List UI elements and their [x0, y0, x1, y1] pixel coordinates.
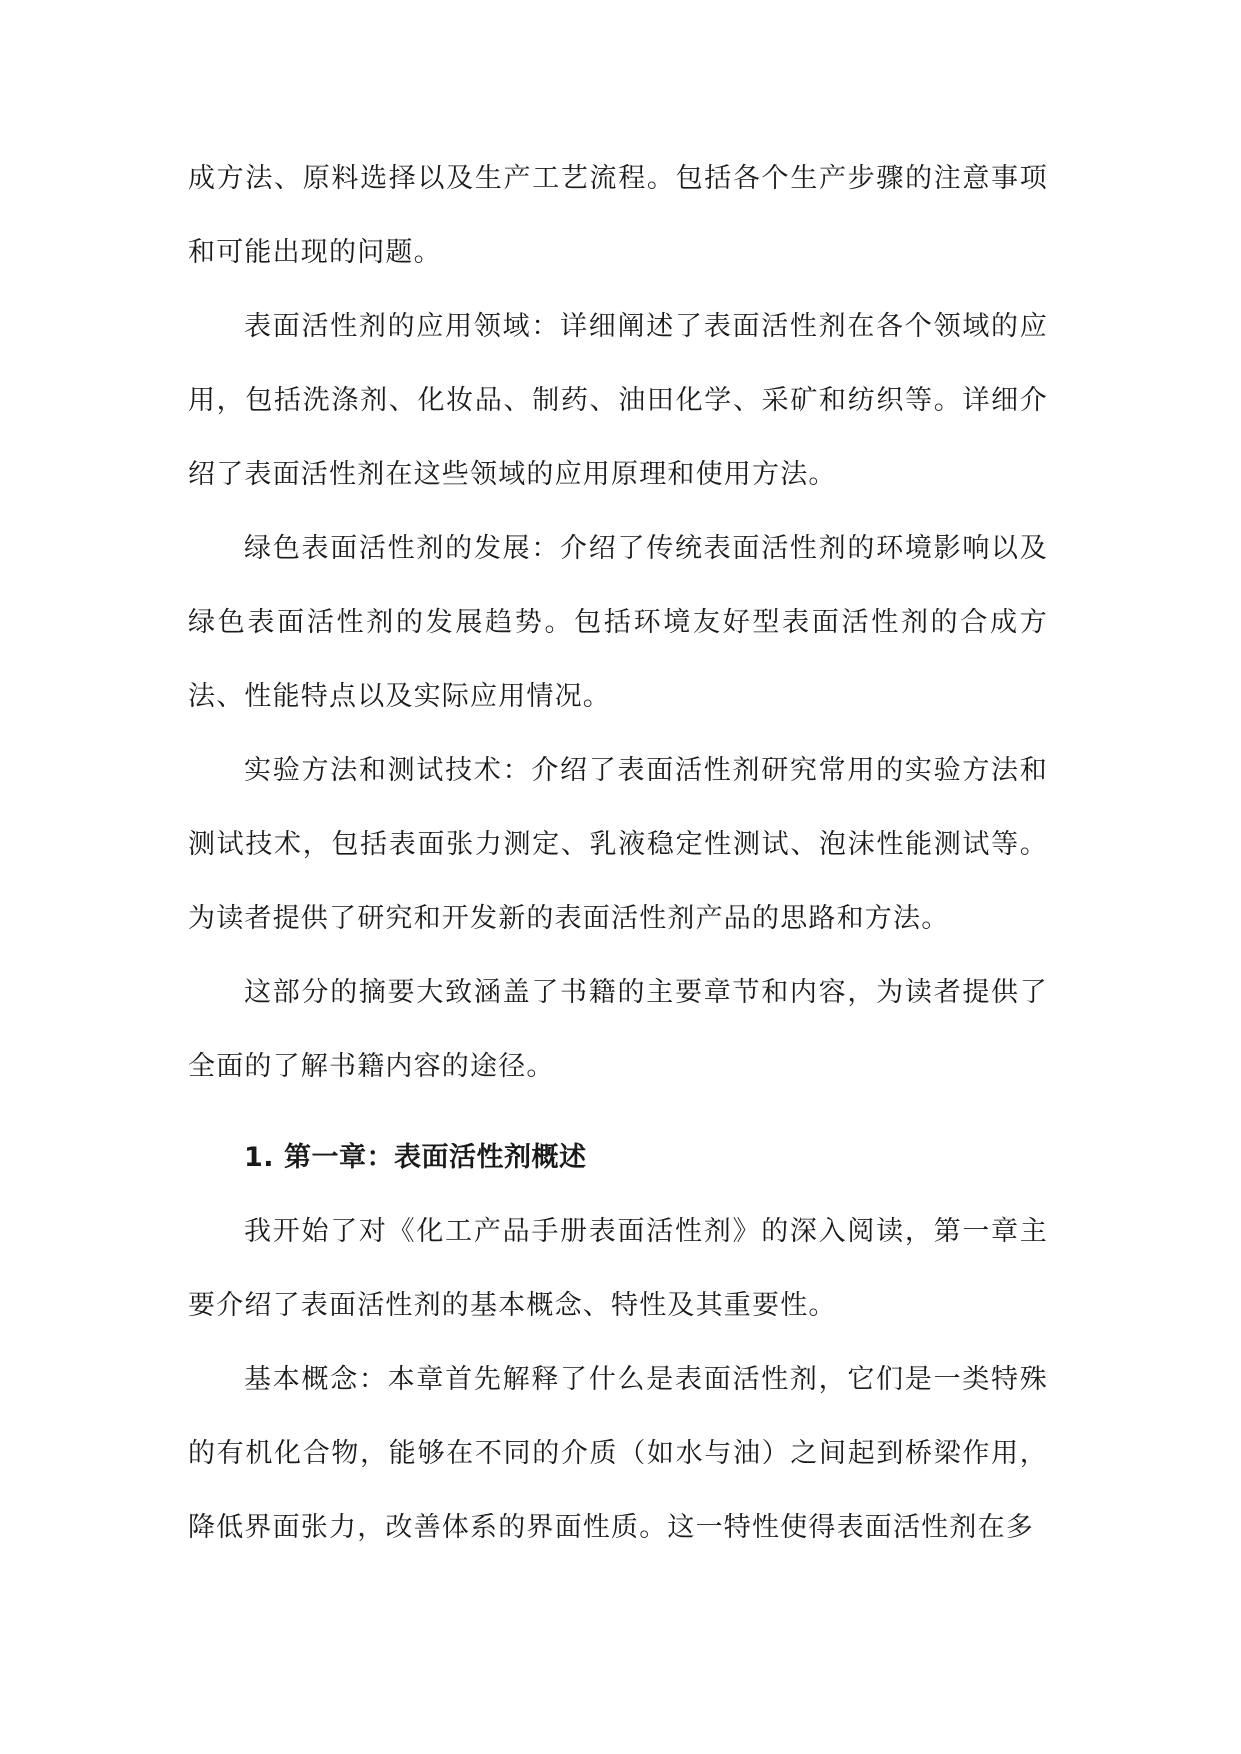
paragraph-green-surfactants: 绿色表面活性剂的发展：介绍了传统表面活性剂的环境影响以及绿色表面活性剂的发展趋势。包括环境友好型表面活性剂的合成方法、性能特点以及实际应用情况。 — [188, 533, 1048, 712]
chapter-number: 1. — [244, 1142, 275, 1173]
paragraph-summary: 这部分的摘要大致涵盖了书籍的主要章节和内容，为读者提供了全面的了解书籍内容的途径。 — [188, 977, 1048, 1082]
document-body — [188, 142, 1048, 1565]
chapter-heading — [188, 1104, 1048, 1195]
paragraph-chapter-intro: 我开始了对《化工产品手册表面活性剂》的深入阅读，第一章主要介绍了表面活性剂的基本概念、特性及其重要性。 — [188, 1216, 1048, 1321]
chapter-title: 第一章：表面活性剂概述 — [283, 1142, 587, 1173]
paragraph-experimental-methods: 实验方法和测试技术：介绍了表面活性剂研究常用的实验方法和测试技术，包括表面张力测定、乳液稳定性测试、泡沫性能测试等。为读者提供了研究和开发新的表面活性剂产品的思路和方法。 — [188, 755, 1048, 934]
paragraph-continuation: 成方法、原料选择以及生产工艺流程。包括各个生产步骤的注意事项和可能出现的问题。 — [188, 163, 1048, 268]
paragraph-basic-concepts: 基本概念：本章首先解释了什么是表面活性剂，它们是一类特殊的有机化合物，能够在不同的介质（如水与油）之间起到桥梁作用，降低界面张力，改善体系的界面性质。这一特性使得表面活性剂在多 — [188, 1364, 1048, 1543]
paragraph-application-fields: 表面活性剂的应用领域：详细阐述了表面活性剂在各个领域的应用，包括洗涤剂、化妆品、制药、油田化学、采矿和纺织等。详细介绍了表面活性剂在这些领域的应用原理和使用方法。 — [188, 311, 1048, 490]
